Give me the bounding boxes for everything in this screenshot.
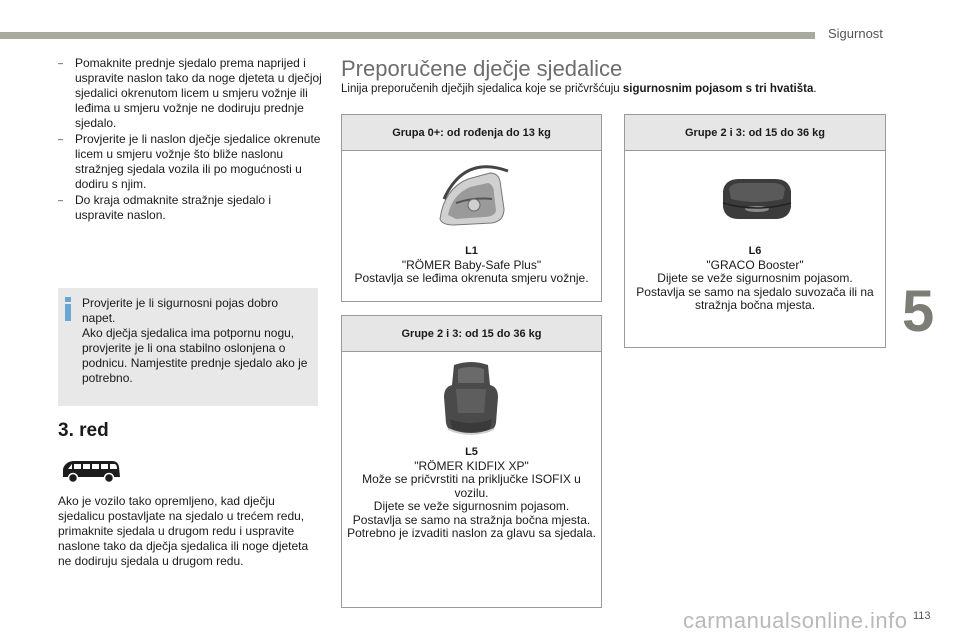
- card-line: Dijete se veže sigurnosnim pojasom.: [657, 271, 853, 285]
- row3-text: Ako je vozilo tako opremljeno, kad dječju sjedalicu postavljate na sjedalo u trećem redu, primaknite sjedala u drugom redu i uspravite naslone tako da dječja sjedalica ili noge djeteta ne dodiruju sjedala u drugom redu.: [58, 494, 309, 568]
- info-line: Provjerite je li sigurnosni pojas dobro napet.: [82, 296, 279, 325]
- list-item: – Do kraja odmaknite stražnje sjedalo i uspravite naslon.: [58, 193, 272, 222]
- chapter-number: 5: [902, 279, 935, 344]
- seat-card-l1: [341, 114, 602, 302]
- dash-icon: –: [58, 58, 64, 68]
- dash-icon: –: [58, 134, 64, 144]
- card-line: Potrebno je izvaditi naslon za glavu sa sjedala.: [347, 526, 596, 540]
- card-line: Može se pričvrstiti na priključke ISOFIX u vozilu.: [362, 472, 581, 500]
- card-line: Postavlja se samo na sjedalo suvozača ili na stražnja bočna mjesta.: [636, 284, 874, 312]
- seat-code: L6: [748, 245, 762, 257]
- booster-seat-highback-icon: [440, 361, 502, 437]
- card-group: Grupe 2 i 3: od 15 do 36 kg: [342, 316, 601, 352]
- list-item: – Pomaknite prednje sjedalo prema naprijed i uspravite naslon tako da noge djeteta u dječjoj sjedalici okrenutom licem u smjeru vožnje ili leđima u smjeru vožnje ne dodiruju prednje sjedalo.: [58, 56, 322, 130]
- page-number: 113: [913, 610, 931, 622]
- card-body: [629, 245, 881, 313]
- left-column: [58, 56, 323, 224]
- dash-icon: –: [58, 195, 64, 205]
- card-line: Postavlja se samo na stražnja bočna mjesta.: [352, 512, 591, 527]
- booster-cushion-icon: [719, 173, 795, 223]
- card-group: Grupe 2 i 3: od 15 do 36 kg: [625, 115, 885, 151]
- card-line: "RÖMER KIDFIX XP": [414, 458, 529, 473]
- seat-card-l5: [341, 315, 602, 608]
- card-line: Dijete se veže sigurnosnim pojasom.: [373, 499, 570, 513]
- van-icon: [60, 457, 122, 485]
- info-icon: [65, 297, 71, 321]
- seat-code: L1: [465, 245, 478, 257]
- card-body: [346, 446, 597, 541]
- card-group: Grupa 0+: od rođenja do 13 kg: [342, 115, 601, 151]
- info-note: [58, 288, 318, 406]
- card-line: "GRACO Booster": [706, 257, 804, 272]
- row3-heading: 3. red: [58, 420, 109, 441]
- card-body: [346, 245, 597, 286]
- info-line: Ako dječja sjedalica ima potpornu nogu, provjerite je li ona stabilno oslonjena o podnicu. Namjestite prednje sjedalo ako je potrebno.: [82, 326, 308, 385]
- list-item: – Provjerite je li naslon dječje sjedalice okrenute licem u smjeru vožnje što bliže naslonu stražnjeg sjedala vozila ili po mogućnosti u dodiru s njim.: [58, 132, 321, 191]
- intro-text: Linija preporučenih dječjih sjedalica koje se pričvršćuju sigurnosnim pojasom s tri hvatišta.: [341, 83, 817, 95]
- card-line: Postavlja se leđima okrenuta smjeru vožnje.: [354, 271, 589, 285]
- instruction-list: [58, 56, 323, 223]
- seat-card-l6: [624, 114, 886, 348]
- header-bar: [0, 32, 815, 39]
- section-label: Sigurnost: [828, 26, 883, 41]
- watermark: carmanualsonline.info: [683, 608, 908, 633]
- card-line: "RÖMER Baby-Safe Plus": [401, 257, 542, 272]
- infant-carrier-icon: [434, 159, 512, 231]
- page-title: Preporučene dječje sjedalice: [341, 56, 623, 81]
- seat-code: L5: [465, 446, 478, 458]
